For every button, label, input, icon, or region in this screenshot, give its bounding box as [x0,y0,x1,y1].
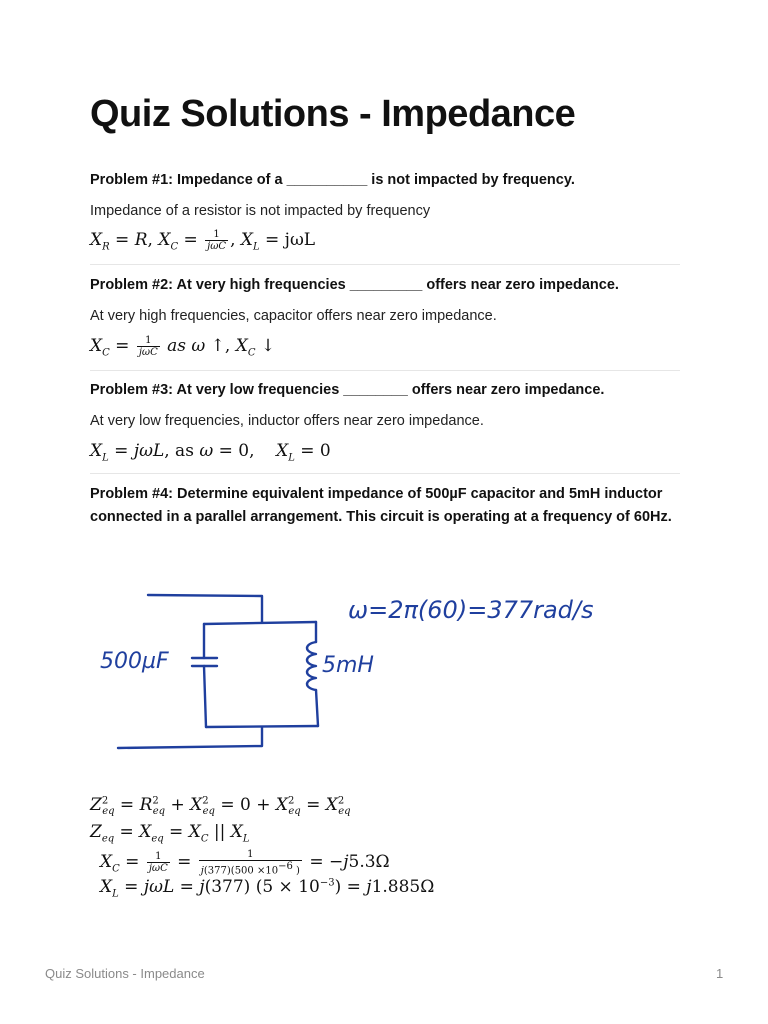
calc-line-4: $X_L = j\omega L = j(377) (5 \times 10^{-3}) = j1.885\Omega$ [100,877,435,900]
calc-line-1: $Z^2_{eq} = R^2_{eq} + X^2_{eq} = 0 + X^2_{eq} = X^2_{eq}$ [90,795,351,818]
capacitor-label: 500µF [100,649,169,674]
page-title: Quiz Solutions - Impedance [90,93,576,135]
calc-line-2: $Z_{eq} = X_{eq} = X_C$ || $X_L$ [90,822,250,845]
footer-doc-title: Quiz Solutions - Impedance [45,966,205,981]
problem-1-equation: $X_R = R$, $X_C$ = $\frac{1}{\text{jωC}}$ , $X_L = j\omega L$ [90,229,316,253]
section-divider [90,264,680,265]
problem-2-question: Problem #2: At very high frequencies _________ offers near zero impedance. [90,277,619,293]
problem-3-question: Problem #3: At very low frequencies ________ offers near zero impedance. [90,382,605,398]
problem-2-answer: At very high frequencies, capacitor offers near zero impedance. [90,308,497,324]
problem-3-equation: $X_L = j\omega L$, as ω = 0, $X_L = 0$ [90,441,331,464]
problem-2-equation: $X_C$ = $\frac{1}{\text{jωC}}$ as ω ↑, $X_C$ ↓ [90,335,276,359]
problem-1-question: Problem #1: Impedance of a __________ is not impacted by frequency. [90,172,575,188]
inductor-label: 5mH [322,653,374,678]
section-divider [90,370,680,371]
circuit-sketch [90,580,690,760]
problem-1-answer: Impedance of a resistor is not impacted by frequency [90,203,431,219]
problem-4-question: Problem #4: Determine equivalent impedance of 500µF capacitor and 5mH inductor connected in a parallel arrangement. This circuit is operating at a frequency of 60Hz. [90,486,672,525]
footer-page-number: 1 [716,966,724,981]
omega-note: ω=2π(60)=377rad/s [348,596,594,624]
calc-line-3: $X_C$ = $\frac{1}{\text{jωC}}$ = $\frac{1}{j(377)(500 \times 10^{-6} )}$ = −j5.3Ω [100,849,390,877]
section-divider [90,473,680,474]
problem-3-answer: At very low frequencies, inductor offers near zero impedance. [90,413,484,429]
